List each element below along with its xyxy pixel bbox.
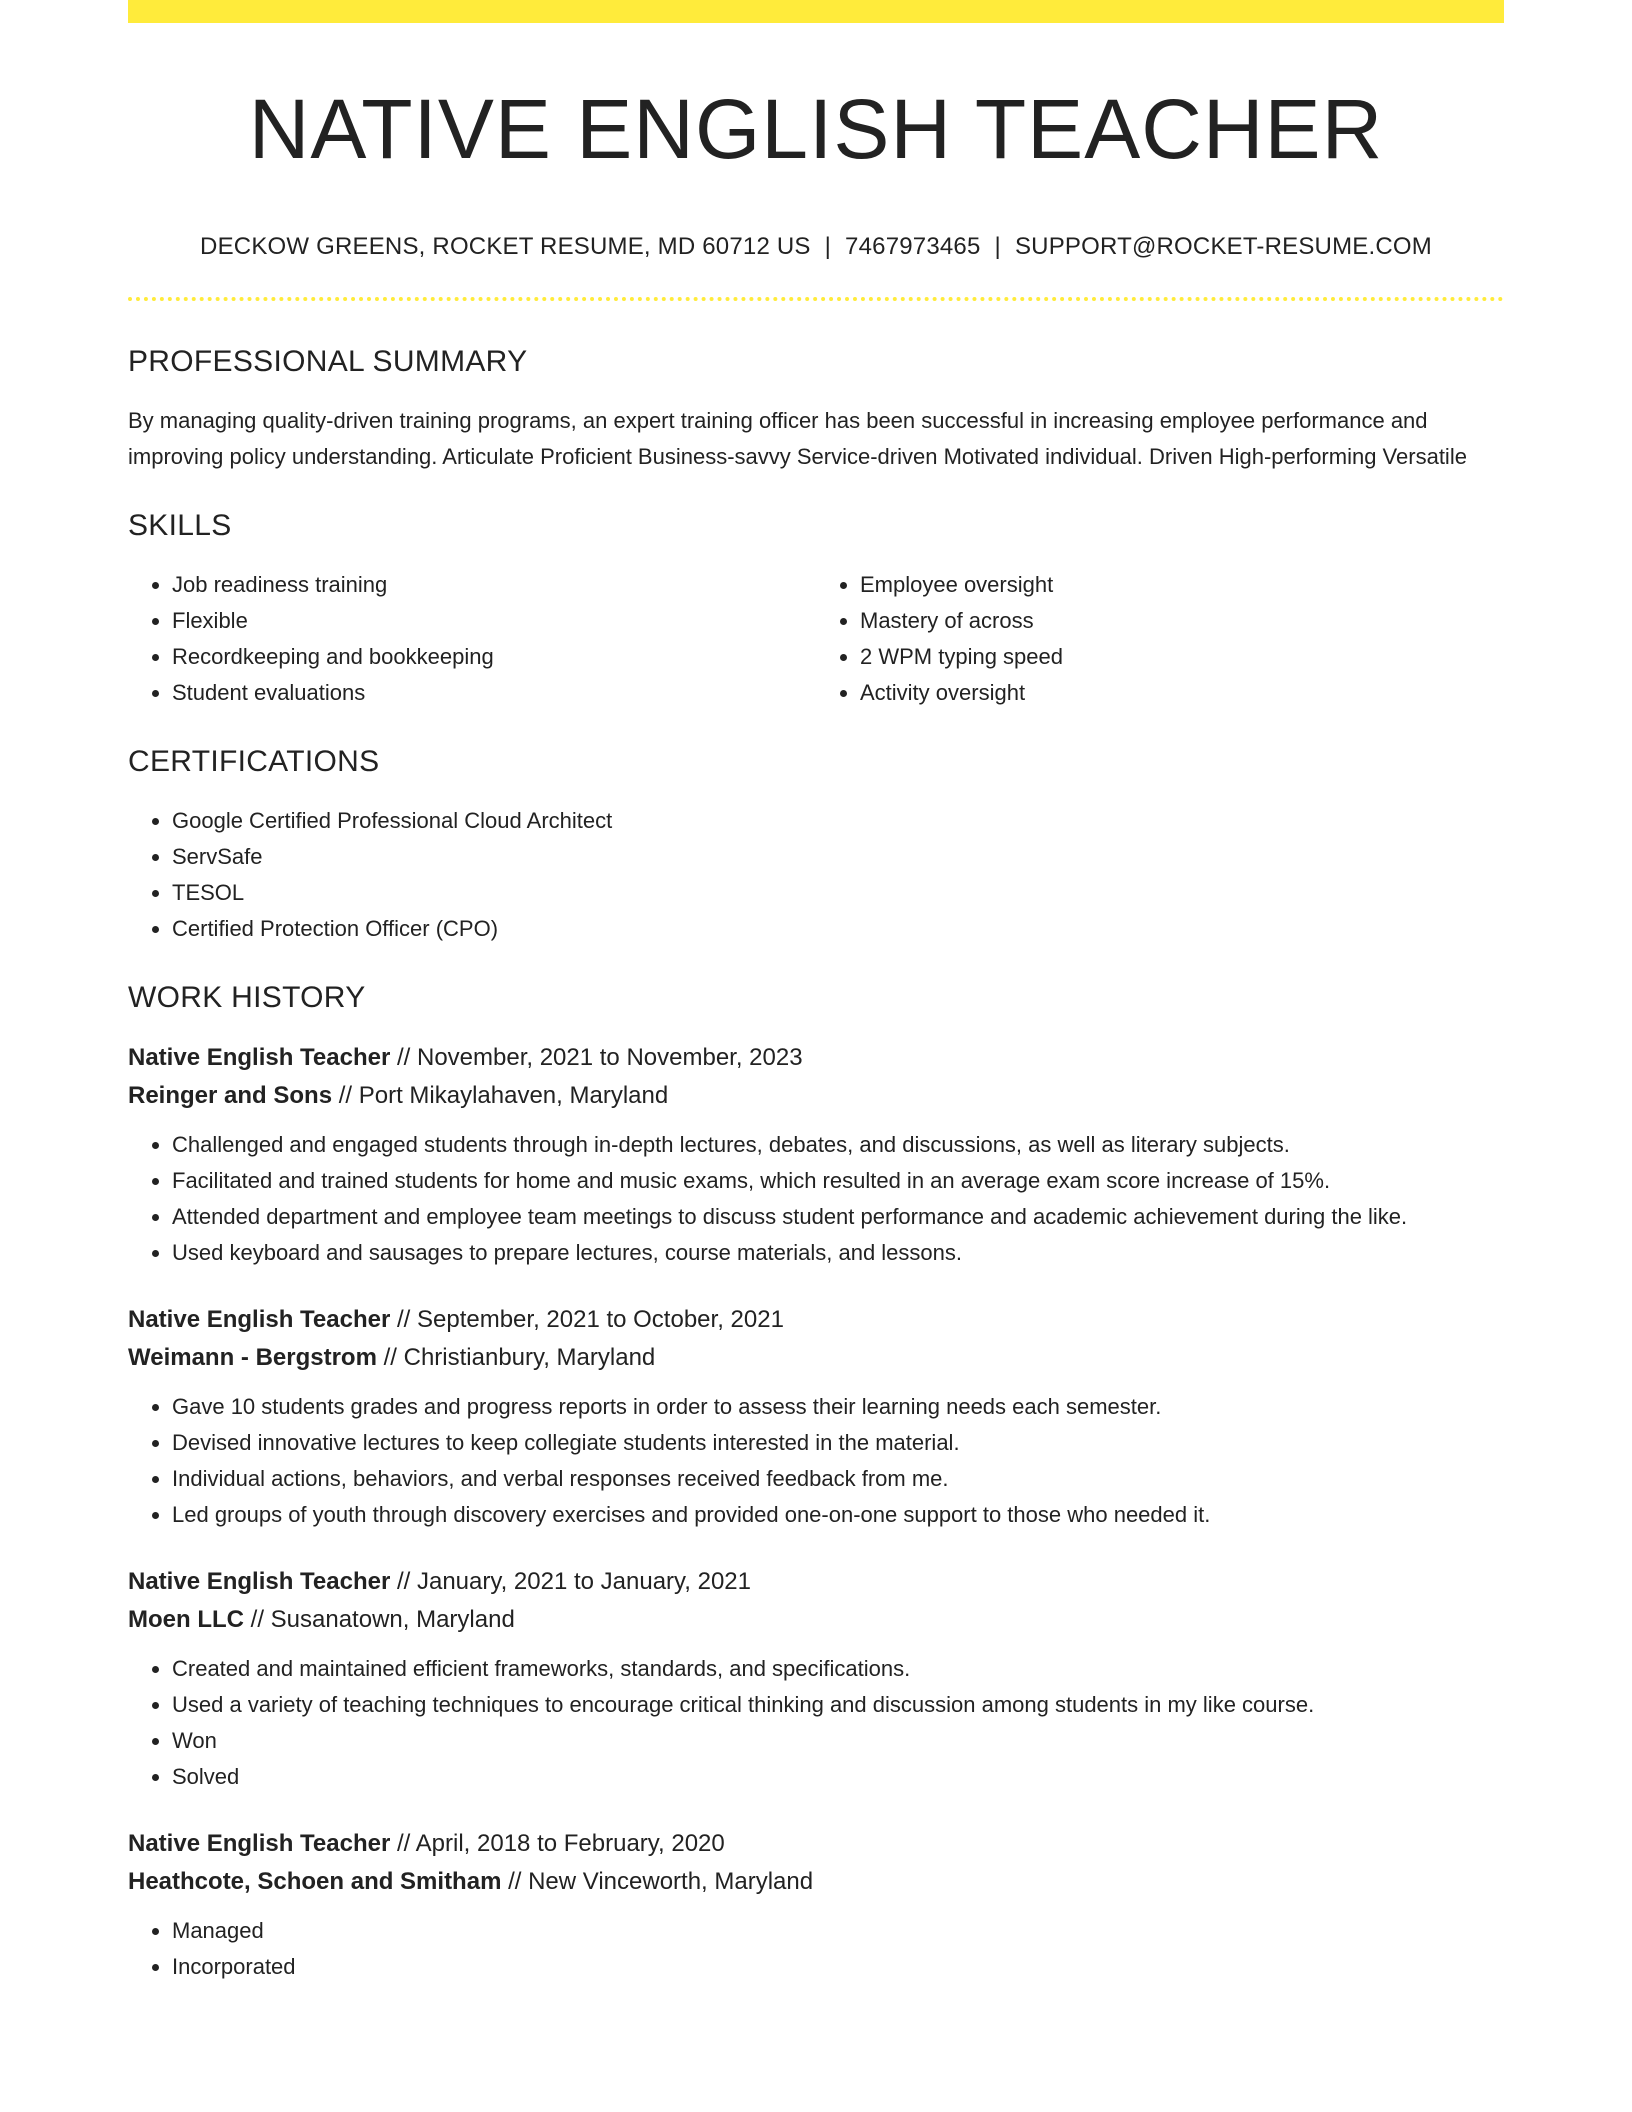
job-dates: // January, 2021 to January, 2021 <box>396 1568 751 1596</box>
certification-item: • Certified Protection Officer (CPO) <box>172 911 1504 947</box>
certifications-section <box>128 745 1504 947</box>
job-role-line <box>128 1825 1504 1863</box>
job-bullet: • Used keyboard and sausages to prepare lectures, course materials, and lessons. <box>172 1235 1504 1271</box>
job-bullet: • Gave 10 students grades and progress reports in order to assess their learning needs each semester. <box>172 1389 1504 1425</box>
section-title-certifications: CERTIFICATIONS <box>128 745 380 779</box>
skill-item: • Employee oversight <box>860 567 1504 603</box>
header-divider <box>128 297 1504 301</box>
contact-phone: 7467973465 <box>845 233 981 261</box>
skills-section <box>128 509 1504 711</box>
job-bullet: • Individual actions, behaviors, and verbal responses received feedback from me. <box>172 1461 1504 1497</box>
contact-email: SUPPORT@ROCKET-RESUME.COM <box>1014 233 1432 261</box>
skill-item: • 2 WPM typing speed <box>860 639 1504 675</box>
job-company-line <box>128 1601 1504 1639</box>
job-role: Native English Teacher <box>128 1306 391 1334</box>
certifications-list <box>128 803 1504 947</box>
skill-item: • Activity oversight <box>860 675 1504 711</box>
contact-address: DECKOW GREENS, ROCKET RESUME, MD 60712 US <box>200 233 811 261</box>
job-role-line <box>128 1301 1504 1339</box>
resume-page <box>128 0 1504 2015</box>
skill-item: • Recordkeeping and bookkeeping <box>172 639 816 675</box>
job-bullet-list <box>128 1651 1504 1795</box>
job-entry <box>128 1563 1504 1795</box>
job-role: Native English Teacher <box>128 1044 391 1072</box>
skills-list-right <box>816 567 1504 711</box>
skills-column-left <box>128 567 816 711</box>
job-bullet: • Attended department and employee team meetings to discuss student performance and academic achievement during the like. <box>172 1199 1504 1235</box>
job-entry <box>128 1039 1504 1271</box>
job-bullet-list <box>128 1913 1504 1985</box>
skill-item: • Mastery of across <box>860 603 1504 639</box>
contact-line <box>128 233 1504 261</box>
job-location: // Port Mikaylahaven, Maryland <box>338 1082 669 1110</box>
job-company-line <box>128 1339 1504 1377</box>
job-role-line <box>128 1563 1504 1601</box>
summary-section <box>128 345 1504 475</box>
job-location: // New Vinceworth, Maryland <box>508 1868 814 1896</box>
job-bullet: • Challenged and engaged students through in-depth lectures, debates, and discussions, as well as literary subjects. <box>172 1127 1504 1163</box>
skill-item: • Flexible <box>172 603 816 639</box>
job-role-line <box>128 1039 1504 1077</box>
work-history-section <box>128 981 1504 1985</box>
job-company: Moen LLC <box>128 1606 244 1634</box>
job-bullet: • Solved <box>172 1759 1504 1795</box>
job-company: Heathcote, Schoen and Smitham <box>128 1868 502 1896</box>
job-entry <box>128 1301 1504 1533</box>
contact-separator: | <box>824 233 832 261</box>
job-bullet-list <box>128 1389 1504 1533</box>
job-dates: // September, 2021 to October, 2021 <box>396 1306 784 1334</box>
job-company: Reinger and Sons <box>128 1082 333 1110</box>
job-dates: // April, 2018 to February, 2020 <box>396 1830 725 1858</box>
skills-column-right <box>816 567 1504 711</box>
skills-grid <box>128 567 1504 711</box>
job-bullet: • Incorporated <box>172 1949 1504 1985</box>
summary-text: By managing quality-driven training programs, an expert training officer has been successful in increasing employee performance and improving policy understanding. Articulate Proficient Business-savvy Service-driven Motivated individual. Driven High-performing Versatile <box>128 408 1467 470</box>
job-bullet: • Facilitated and trained students for home and music exams, which resulted in an average exam score increase of 15%. <box>172 1163 1504 1199</box>
job-bullet: • Created and maintained efficient frameworks, standards, and specifications. <box>172 1651 1504 1687</box>
certification-item: • ServSafe <box>172 839 1504 875</box>
job-bullet: • Used a variety of teaching techniques to encourage critical thinking and discussion among students in my like course. <box>172 1687 1504 1723</box>
job-entry <box>128 1825 1504 1985</box>
job-company-line <box>128 1077 1504 1115</box>
certification-item: • Google Certified Professional Cloud Architect <box>172 803 1504 839</box>
resume-title: NATIVE ENGLISH TEACHER <box>248 82 1384 176</box>
accent-bar <box>128 0 1504 23</box>
job-company: Weimann - Bergstrom <box>128 1344 377 1372</box>
section-title-work-history: WORK HISTORY <box>128 981 366 1015</box>
job-bullet: • Led groups of youth through discovery exercises and provided one-on-one support to those who needed it. <box>172 1497 1504 1533</box>
job-role: Native English Teacher <box>128 1568 391 1596</box>
job-bullet: • Devised innovative lectures to keep collegiate students interested in the material. <box>172 1425 1504 1461</box>
job-company-line <box>128 1863 1504 1901</box>
contact-separator: | <box>994 233 1001 261</box>
certification-item: • TESOL <box>172 875 1504 911</box>
section-title-skills: SKILLS <box>128 509 232 543</box>
job-bullet: • Managed <box>172 1913 1504 1949</box>
section-title-summary: PROFESSIONAL SUMMARY <box>128 345 528 379</box>
job-bullet: • Won <box>172 1723 1504 1759</box>
job-location: // Christianbury, Maryland <box>383 1344 656 1372</box>
skill-item: • Student evaluations <box>172 675 816 711</box>
job-bullet-list <box>128 1127 1504 1271</box>
job-dates: // November, 2021 to November, 2023 <box>396 1044 803 1072</box>
job-location: // Susanatown, Maryland <box>250 1606 515 1634</box>
skill-item: • Job readiness training <box>172 567 816 603</box>
skills-list-left <box>128 567 816 711</box>
job-role: Native English Teacher <box>128 1830 391 1858</box>
